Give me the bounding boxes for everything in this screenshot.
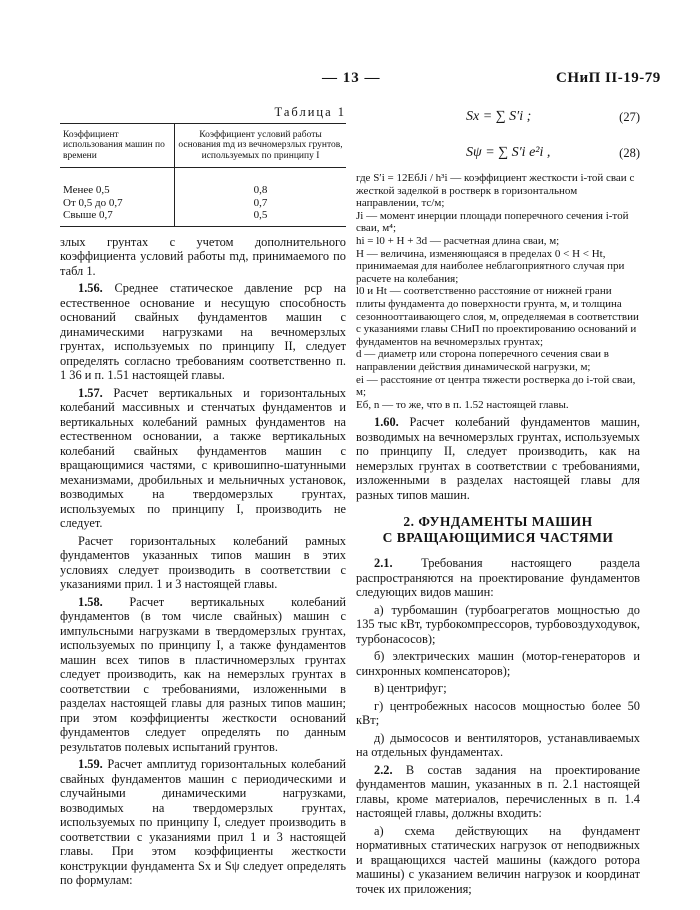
table-cell: 0,8 (253, 184, 268, 196)
paragraph-text: Расчет амплитуд горизонтальных колебаний свайных фундаментов машин с периодическими и случайными динамическими нагрузками, возводимых на твердомерзлых грунтах, используемых по принципу I, следует производить в соответствии с указаниями прил 1 и 3 настоящей главы. При этом коэффициенты жесткости конструкции фундамента Sx и Sψ следует определять по формулам: (60, 757, 346, 887)
clause-number: 1.57. (78, 385, 103, 400)
definition-item: Eб, n — то же, что в п. 1.52 настоящей главы. (356, 398, 569, 411)
clause-number: 2.1. (374, 556, 393, 571)
section-title-line: 2. ФУНДАМЕНТЫ МАШИН (403, 514, 593, 530)
table-row (60, 209, 346, 226)
formula-number: (28) (619, 146, 640, 160)
definition-item: Ji — момент инерции площади поперечного сечения i-той сваи, м⁴; (356, 209, 629, 235)
list-item: в) центрифуг; (374, 681, 447, 696)
paragraph-2-2 (356, 763, 640, 821)
paragraph-1-59 (60, 757, 346, 888)
formula-number: (27) (619, 110, 640, 124)
clause-number: 1.56. (78, 281, 103, 295)
coefficient-table (60, 123, 346, 227)
paragraph-1-58 (60, 595, 346, 755)
paragraph-text: Требования настоящего раздела распространяются на проектирование фундаментов следующих видов машин: (356, 556, 640, 600)
list-item: а) турбомашин (турбоагрегатов мощностью до 135 тыс кВт, турбокомпрессоров, турбовоздуходувок, турбонасосов); (356, 602, 640, 646)
definition-item: d — диаметр или сторона поперечного сечения сваи в направлении действия динамической нагрузки, м; (356, 348, 609, 373)
document-code: СНиП II-19-79 (556, 70, 661, 86)
formula-28 (356, 136, 640, 172)
definition-item: H — величина, изменяющаяся в пределах 0 < H < Ht, принимаемая для наиболее неблагоприятного случая при расчете на колебания; (356, 247, 625, 285)
paragraph-continued: злых грунтах с учетом дополнительного коэффициента условий работы mд, принимаемого по табл 1. (60, 234, 346, 278)
table-col1-header: Коэффициент использования машин по времени (60, 123, 175, 168)
table-col2-header: Коэффициент условий работы основания mд из вечномерзлых грунтов, используемых по принципу I (175, 123, 347, 168)
page-header (0, 70, 700, 92)
definition-item: где S′i = 12EбJi / h³i — коэффициент жесткости i-той сваи с жесткой заделкой в ростверк в горизонтальном направлении, тс/м; (356, 172, 635, 210)
clause-number: 1.59. (78, 757, 103, 771)
paragraph-1-60 (356, 415, 640, 502)
right-column (356, 100, 640, 899)
formula-expression: Sψ = ∑ S′i e²i , (466, 145, 551, 160)
table-header-row (60, 123, 346, 168)
section-title-line: С ВРАЩАЮЩИМИСЯ ЧАСТЯМИ (382, 530, 614, 546)
table-cell: От 0,5 до 0,7 (60, 197, 175, 210)
table-cell: Свыше 0,7 (60, 209, 175, 226)
definition-item: ei — расстояние от центра тяжести ростверка до i-той сваи, м; (356, 373, 636, 399)
list-item: а) схема действующих на фундамент нормативных статических нагрузок от неподвижных и вращающихся частей машины (каждого ротора машины) с указанием величин нагрузок и координат точек их приложения; (356, 823, 640, 896)
clause-number: 2.2. (374, 762, 393, 777)
formula-27 (356, 100, 640, 136)
definition-item: l0 и Ht — соответственно расстояние от нижней грани плиты фундамента до поверхности грунта, м, и толщина сезоннооттаивающего слоя, м, определяемая в соответствии с указаниями главы СНиП по проектированию оснований и фундаментов на вечномерзлых грунтах; (356, 285, 639, 348)
left-column (60, 100, 346, 891)
table-row (60, 197, 346, 210)
paragraph-1-57 (60, 386, 346, 531)
list-item: б) электрических машин (мотор-генераторов и синхронных компенсаторов); (356, 649, 640, 678)
formula-expression: Sx = ∑ S′i ; (466, 109, 532, 124)
paragraph-1-57-b: Расчет горизонтальных колебаний рамных фундаментов указанных типов машин в этих условиях следует производить в соответствии с указаниями прил. 1 и 3 настоящей главы. (60, 533, 346, 591)
paragraph-2-1 (356, 556, 640, 600)
table-cell: 0,7 (253, 196, 268, 209)
clause-number: 1.58. (78, 594, 103, 609)
paragraph-text: Расчет вертикальных колебаний фундаментов (в том числе свайных) машин с импульсными нагрузками в твердомерзлых грунтах, используемых по принципу I, а также фундаментов машин всех типов в пластичномерзлых грунтах следует производить, как на немерзлых грунтах в соответствии с требованиями, изложенными в разделах настоящей главы для разных типов машин; при этом коэффициенты жесткости оснований фундаментов следует определять по данным результатов полевых испытаний грунтов. (60, 594, 346, 754)
table-cell: Менее 0,5 (60, 168, 175, 197)
paragraph-text: Расчет вертикальных и горизонтальных колебаний массивных и стенчатых фундаментов и вертикальных колебаний рамных фундаментов на естественном основании, а также вертикальных колебаний свайных фундаментов машин с вращающимися частями, с кривошипно-шатунными механизмами, дробильных и мельничных установок, возводимых на твердомерзлых грунтах, используемых по принципу I, производить не следует. (60, 385, 346, 530)
list-item: г) центробежных насосов мощностью более 50 кВт; (356, 698, 640, 728)
paragraph-1-56 (60, 281, 346, 383)
page-number: — 13 — (322, 70, 381, 86)
definition-item: hi = l0 + H + 3d — расчетная длина сваи, м; (356, 234, 560, 247)
table-caption: Таблица 1 (274, 105, 346, 119)
table-row (60, 168, 346, 197)
paragraph-text: В состав задания на проектирование фундаментов машин, указанных в п. 2.1 настоящей главы, кроме материалов, перечисленных в п. 1.4 настоящей главы, должны входить: (356, 762, 640, 821)
symbol-definitions (356, 172, 640, 411)
list-item: д) дымососов и вентиляторов, устанавливаемых на отдельных фундаментах. (356, 730, 640, 760)
table-cell: 0,5 (175, 209, 347, 226)
paragraph-text: Среднее статическое давление pср на естественное основание и несущую способность оснований свайных фундаментов машин с динамическими нагрузками на вечномерзлых грунтах, используемых по принципу II, следует определять согласно требованиям соответственно п. 1 36 и п. 1.51 настоящей главы. (60, 281, 346, 382)
paragraph-text: Расчет колебаний фундаментов машин, возводимых на вечномерзлых грунтах, используемых по принципу II, следует производить, как на немерзлых грунтах в соответствии с требованиями, изложенными в разделах настоящей главы для разных типов машин. (356, 415, 640, 502)
section-heading (356, 514, 640, 546)
clause-number: 1.60. (374, 415, 399, 430)
